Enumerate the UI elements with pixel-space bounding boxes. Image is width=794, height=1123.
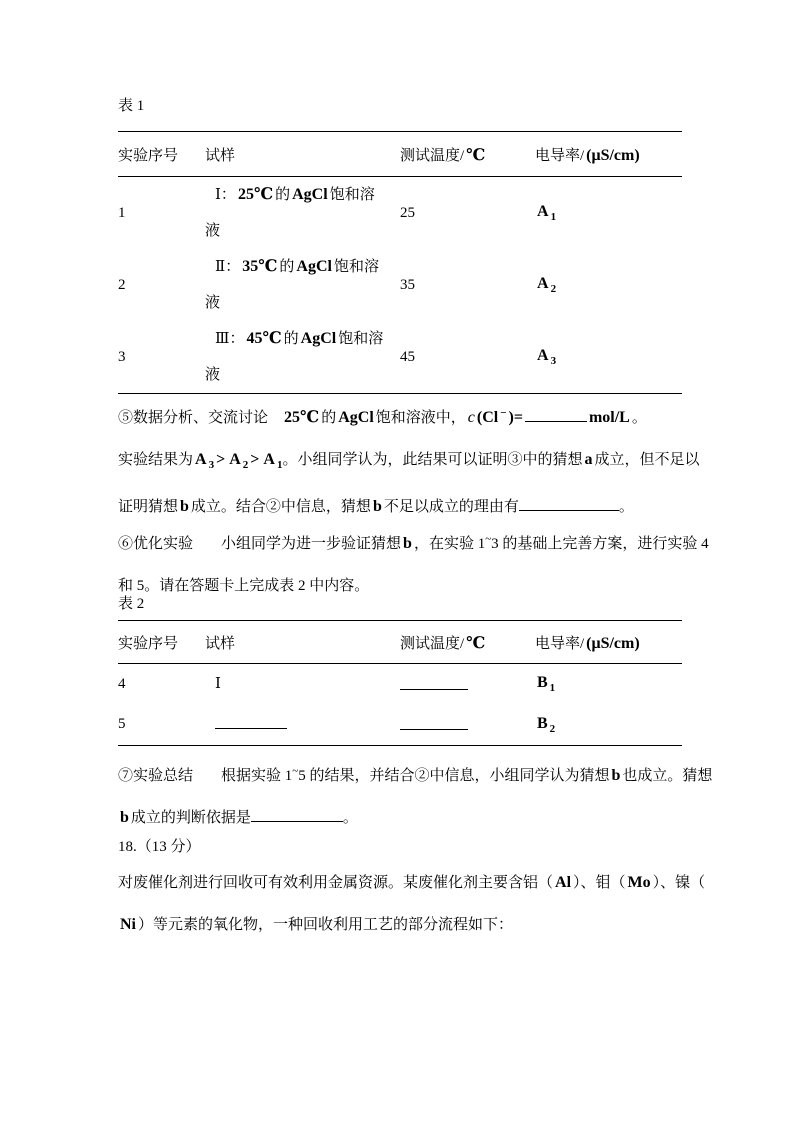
text-segment: Ⅰ: [215, 676, 221, 693]
text-segment: 实验序号: [118, 147, 179, 164]
answer-blank: [215, 713, 287, 729]
text-segment: 5 的结果，并结合②中信息，小组同学认为猜想: [298, 768, 610, 784]
col-header-test-temperature: [400, 132, 535, 177]
text-segment: 3: [208, 459, 215, 471]
text-segment: 2: [242, 459, 249, 471]
text-segment: 18.（13 分）: [118, 839, 201, 855]
cell-conductivity: [535, 664, 682, 705]
text-segment: 饱和溶: [329, 187, 375, 203]
text-segment: Ni: [120, 916, 136, 933]
text-segment: Ⅱ：: [215, 259, 241, 275]
text-segment: >: [250, 451, 260, 468]
cell-temperature: 35: [400, 276, 415, 293]
col-header-conductivity: [535, 132, 682, 177]
text-line: [118, 904, 684, 946]
text-segment: −: [500, 407, 507, 419]
col-header-experiment-no: [118, 132, 205, 177]
text-segment: 测试温度/: [400, 635, 465, 652]
text-line: [118, 750, 713, 797]
text-segment: 25℃: [237, 186, 274, 203]
text-line: [118, 565, 684, 607]
text-segment: [193, 547, 221, 548]
text-segment: >: [216, 451, 226, 468]
text-segment: AgCl: [292, 186, 328, 203]
col-header-conductivity: [535, 621, 682, 664]
table-row: [118, 249, 682, 321]
answer-blank: [251, 806, 343, 822]
text-segment: [193, 779, 221, 780]
text-segment: ）、钼（: [573, 875, 626, 891]
text-segment: mol/L: [588, 409, 630, 426]
text-segment: 饱和溶: [338, 331, 384, 347]
text-segment: Ⅰ：: [215, 187, 236, 203]
text-segment: 电导率/: [535, 635, 585, 652]
text-line: [118, 439, 700, 486]
text-segment: ~: [292, 765, 299, 777]
text-segment: 3: [550, 355, 557, 367]
text-segment: 不足以成立的理由有: [383, 499, 519, 515]
text-segment: 成立，但不足以: [594, 452, 700, 468]
text-segment: 1: [550, 211, 557, 223]
answer-blank: [525, 406, 587, 422]
text-line: [118, 392, 684, 439]
cell-conductivity: [535, 321, 682, 394]
cell-experiment-no: 3: [118, 348, 126, 365]
cell-conductivity: [535, 249, 682, 321]
table-1-caption: 表 1: [118, 98, 145, 114]
text-segment: 。: [342, 810, 358, 826]
text-segment: (μS/cm): [586, 146, 640, 164]
col-header-experiment-no: [118, 621, 205, 664]
text-segment: ，在实验 1: [413, 536, 486, 552]
text-segment: b: [180, 498, 189, 515]
text-segment: b: [611, 767, 621, 784]
cell-sample: [205, 249, 400, 321]
text-segment: Mo: [627, 874, 651, 891]
cell-temperature: [400, 705, 535, 746]
text-segment: )=: [508, 409, 523, 426]
text-segment: [268, 421, 282, 422]
text-segment: 25℃: [284, 409, 320, 426]
text-segment: 实验结果为: [118, 452, 194, 468]
text-segment: 液: [205, 295, 221, 311]
text-segment: 。: [618, 499, 634, 515]
text-segment: 2: [550, 283, 557, 295]
text-segment: A: [229, 451, 241, 468]
text-segment: ℃: [466, 634, 486, 652]
text-segment: 成立。结合②中信息，猜想: [190, 499, 371, 515]
text-segment: 和 5。请在答题卡上完成表 2 中内容。: [118, 578, 370, 594]
text-segment: A: [195, 451, 207, 468]
text-segment: A: [537, 203, 549, 220]
table-row: [118, 321, 682, 394]
text-segment: 液: [205, 223, 221, 239]
paragraph-data-analysis: [118, 392, 700, 528]
question-18-paragraph: [118, 862, 706, 946]
answer-blank: [519, 495, 619, 511]
text-segment: 的: [321, 410, 337, 426]
text-segment: Ⅲ：: [215, 331, 245, 347]
cell-conductivity: [535, 177, 682, 250]
table-1: [118, 131, 682, 394]
cell-experiment-no: 4: [118, 675, 126, 692]
text-segment: A: [537, 347, 549, 364]
text-segment: 1: [549, 682, 556, 695]
table-row: [118, 705, 682, 746]
text-segment: 的: [283, 331, 299, 347]
text-segment: 。小组同学认为，此结果可以证明③中的猜想: [282, 452, 583, 468]
text-line: [118, 518, 709, 565]
text-segment: b: [120, 809, 129, 826]
text-segment: ℃: [466, 146, 486, 164]
table-2-caption: 表 2: [118, 596, 145, 612]
text-segment: 对废催化剂进行回收可有效利用金属资源。某废催化剂主要含铝（: [118, 875, 554, 891]
text-segment: 试样: [205, 147, 236, 164]
text-segment: 45℃: [246, 330, 282, 347]
text-segment: b: [403, 535, 412, 552]
table-row: [118, 664, 682, 705]
text-segment: 35℃: [242, 258, 278, 275]
text-segment: 饱和溶: [333, 259, 379, 275]
text-segment: 实验序号: [118, 635, 179, 652]
answer-blank: [400, 674, 468, 690]
text-segment: ⑤数据分析、交流讨论: [118, 410, 269, 426]
answer-blank: [400, 714, 468, 730]
text-segment: AgCl: [296, 258, 332, 275]
cell-temperature: 25: [400, 204, 415, 221]
table-row: [118, 177, 682, 250]
text-segment: 小组同学为进一步验证猜想: [221, 536, 402, 552]
text-segment: B: [537, 714, 548, 732]
text-segment: (μS/cm): [586, 634, 640, 652]
cell-experiment-no: 2: [118, 276, 126, 293]
text-segment: 。: [631, 410, 647, 426]
text-segment: B: [537, 674, 548, 692]
text-segment: A: [263, 451, 275, 468]
cell-temperature: [400, 664, 535, 705]
text-segment: 证明猜想: [118, 499, 179, 515]
cell-conductivity: [535, 705, 682, 746]
text-segment: ⑥优化实验: [118, 536, 194, 552]
text-segment: A: [537, 275, 549, 292]
text-line: [118, 862, 706, 904]
text-segment: 2: [549, 722, 556, 735]
text-segment: b: [372, 498, 382, 515]
text-segment: 的: [275, 187, 291, 203]
text-segment: 试样: [205, 635, 236, 652]
text-segment: 电导率/: [535, 147, 585, 164]
cell-sample: [205, 664, 400, 705]
text-segment: a: [584, 451, 593, 468]
col-header-test-temperature: [400, 621, 535, 664]
cell-temperature: 45: [400, 348, 415, 365]
cell-sample: [205, 705, 400, 746]
text-segment: ⑦实验总结: [118, 768, 194, 784]
cell-experiment-no: 1: [118, 204, 126, 221]
cell-experiment-no: 5: [118, 716, 126, 733]
text-segment: ~: [485, 533, 492, 545]
cell-sample: [205, 177, 400, 250]
col-header-sample: [205, 132, 400, 177]
text-segment: (Cl: [476, 409, 499, 426]
text-segment: AgCl: [338, 409, 374, 426]
text-segment: 的: [279, 259, 295, 275]
text-segment: 也成立。猜想: [622, 768, 713, 784]
paragraph-optimize-experiment: [118, 518, 709, 607]
text-segment: ）、镍（: [652, 875, 706, 891]
text-segment: 1: [276, 459, 283, 471]
text-segment: AgCl: [300, 330, 337, 347]
text-segment: 液: [205, 367, 221, 383]
text-segment: 3 的基础上完善方案，进行实验 4: [491, 536, 709, 552]
text-segment: 饱和溶液中，: [375, 410, 466, 426]
table-2-header-row: [118, 621, 682, 664]
table-2: [118, 620, 682, 746]
table-1-header-row: [118, 132, 682, 177]
text-segment: Al: [555, 874, 572, 891]
text-segment: 测试温度/: [400, 147, 465, 164]
cell-sample: [205, 321, 400, 394]
text-segment: ）等元素的氧化物，一种回收利用工艺的部分流程如下：: [138, 917, 514, 933]
col-header-sample: [205, 621, 400, 664]
text-segment: c: [467, 409, 475, 426]
text-segment: 成立的判断依据是: [130, 810, 251, 826]
text-segment: 根据实验 1: [221, 768, 293, 784]
